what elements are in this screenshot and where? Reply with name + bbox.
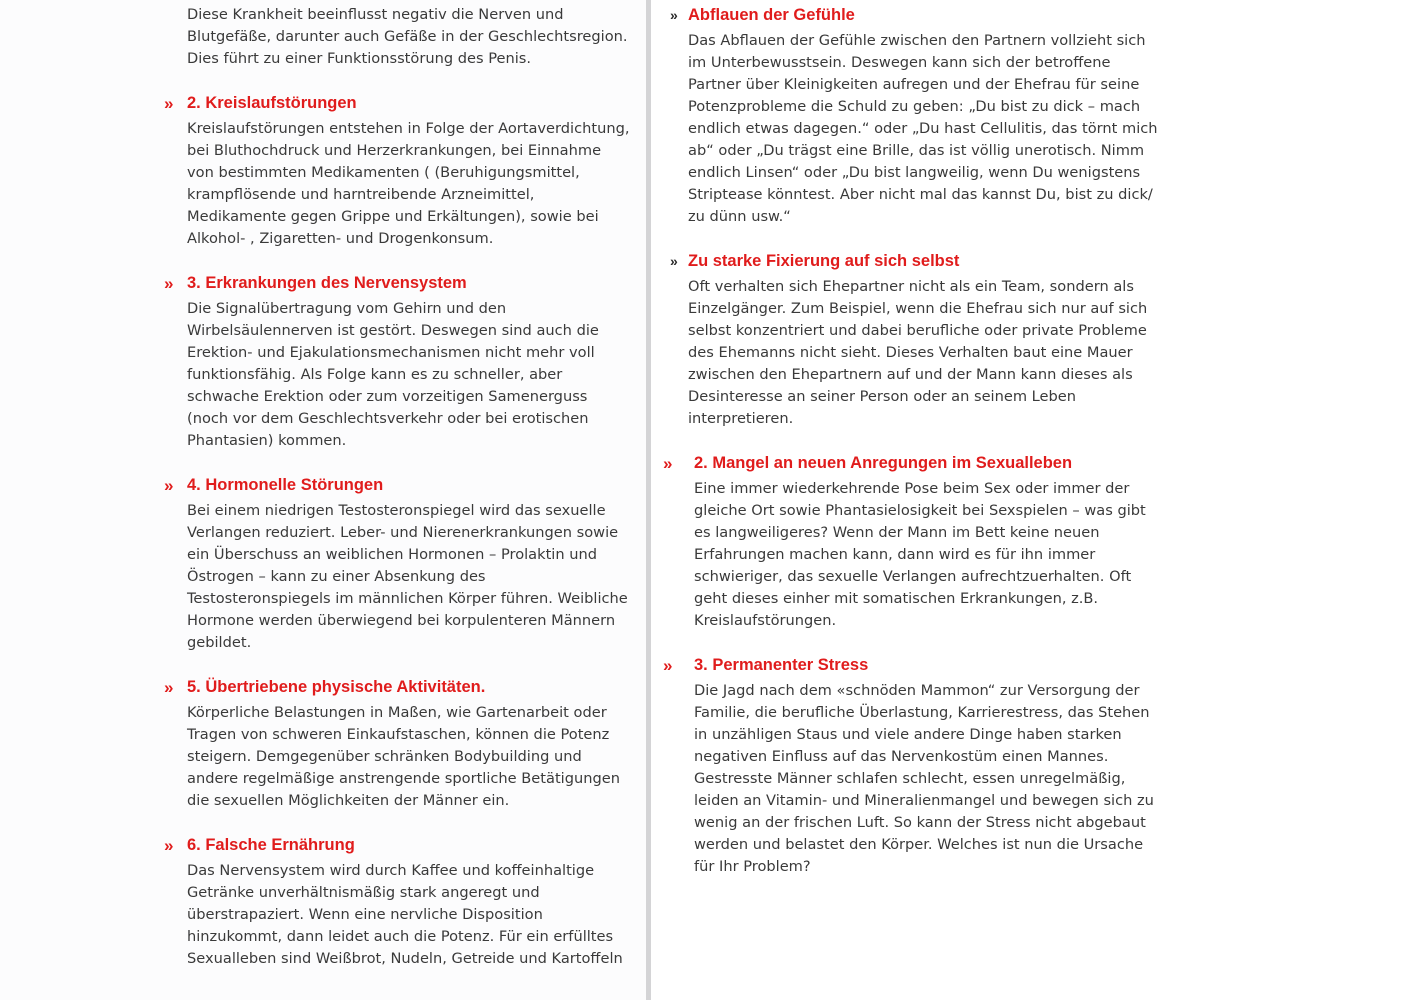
section-ernaehrung — [164, 834, 632, 970]
double-chevron-right-icon: » — [164, 274, 174, 293]
section-text: Eine immer wiederkehrende Pose beim Sex oder immer der gleiche Ort sowie Phantasielosigkeit bei Sexspielen – was gibt es langweiligeres? Wenn der Mann im Bett keine neuen Erfahrungen machen kann, dann wird es für ihn immer schwieriger, das sexuelle Verlangen aufrechtzuerhalten. Oft geht dieses einher mit somatischen Erkrankungen, z.B. Kreislaufstörungen. — [694, 480, 1146, 629]
double-chevron-right-icon: » — [670, 7, 678, 23]
double-chevron-right-icon: » — [164, 678, 174, 697]
section-heading: 4. Hormonelle Störungen — [187, 476, 384, 494]
double-chevron-right-icon: » — [663, 454, 673, 473]
section-stress — [663, 654, 1158, 878]
section-text: Die Jagd nach dem «schnöden Mammon“ zur Versorgung der Familie, die berufliche Überlastung, Karrierestress, das Stehen in unzähligen Staus und viele andere Dinge haben starken negativen Einfluss auf das Nervenkostüm einen Mannes. Gestresste Männer schlafen schlecht, essen unregelmäßig, leiden an Vitamin- und Mineralienmangel und bewegen sich zu wenig an der frischen Luft. So kann der Stress nicht abgebaut werden und belastet den Körper. Welches ist nun die Ursache für Ihr Problem? — [694, 682, 1154, 875]
section-nervensystem — [164, 272, 632, 452]
section-abflauen — [670, 4, 1158, 228]
section-heading: Abflauen der Gefühle — [688, 6, 855, 24]
left-column — [164, 0, 632, 992]
section-heading: 5. Übertriebene physische Aktivitäten. — [187, 678, 486, 696]
section-heading: 3. Erkrankungen des Nervensystem — [187, 274, 467, 292]
section-text: Körperliche Belastungen in Maßen, wie Gartenarbeit oder Tragen von schweren Einkaufstaschen, können die Potenz steigern. Demgegenüber schränken Bodybuilding und andere regelmäßige anstrengende sportliche Betätigungen die sexuellen Möglichkeiten der Männer ein. — [187, 704, 620, 809]
section-fixierung — [670, 250, 1158, 430]
section-text: Diese Krankheit beeinflusst negativ die Nerven und Blutgefäße, darunter auch Gefäße in der Geschlechtsregion. Dies führt zu einer Funktionsstörung des Penis. — [187, 6, 628, 67]
section-hormone — [164, 474, 632, 654]
double-chevron-right-icon: » — [164, 476, 174, 495]
double-chevron-right-icon: » — [670, 253, 678, 269]
section-heading: 2. Kreislaufstörungen — [187, 94, 357, 112]
double-chevron-right-icon: » — [164, 836, 174, 855]
section-heading: 2. Mangel an neuen Anregungen im Sexualleben — [694, 454, 1073, 472]
section-text: Kreislaufstörungen entstehen in Folge der Aortaverdichtung, bei Bluthochdruck und Herzerkrankungen, bei Einnahme von bestimmten Medikamenten ( (Beruhigungsmittel, krampflösende und harntreibende Arzneimittel, Medikamente gegen Grippe und Erkältungen), sowie bei Alkohol- , Zigaretten- und Drogenkonsum. — [187, 120, 630, 247]
section-text: Bei einem niedrigen Testosteronspiegel wird das sexuelle Verlangen reduziert. Leber- und Nierenerkrankungen sowie ein Überschuss an weiblichen Hormonen – Prolaktin und Östrogen – kann zu einer Absenkung des Testosteronspiegels im männlichen Körper führen. Weibliche Hormone werden überwiegend bei korpulenteren Männern gebildet. — [187, 502, 628, 651]
section-text: Das Abflauen der Gefühle zwischen den Partnern vollzieht sich im Unterbewusstsein. Deswegen kann sich der betroffene Partner über Kleinigkeiten aufregen und der Ehefrau für seine Potenzprobleme die Schuld zu geben: „Du bist zu dick – mach endlich etwas dagegen.“ oder „Du hast Cellulitis, das törnt mich ab“ oder „Du trägst eine Brille, das ist völlig unerotisch. Nimm endlich Linsen“ oder „Du bist langweilig, wenn Du wenigstens Striptease könntest. Aber nicht mal das kannst Du, bist zu dick/ zu dünn usw.“ — [688, 32, 1158, 225]
section-diabetes — [187, 0, 632, 70]
section-text: Die Signalübertragung vom Gehirn und den Wirbelsäulennerven ist gestört. Deswegen sind auch die Erektion- und Ejakulationsmechanismen nicht mehr voll funktionsfähig. Als Folge kann es zu schneller, aber schwache Erektion oder zum vorzeitigen Samenerguss (noch vor dem Geschlechtsverkehr oder bei erotischen Phantasien) kommen. — [187, 300, 599, 449]
double-chevron-right-icon: » — [164, 94, 174, 113]
double-chevron-right-icon — [164, 0, 173, 1]
section-heading: 3. Permanenter Stress — [694, 656, 869, 674]
section-anregungen — [663, 452, 1158, 632]
section-heading: 6. Falsche Ernährung — [187, 836, 355, 854]
right-column — [663, 0, 1158, 900]
section-heading: Zu starke Fixierung auf sich selbst — [688, 252, 960, 270]
double-chevron-right-icon — [665, 0, 674, 1]
section-kreislauf — [164, 92, 632, 250]
section-text: Das Nervensystem wird durch Kaffee und koffeinhaltige Getränke unverhältnismäßig stark angeregt und überstrapaziert. Wenn eine nervliche Disposition hinzukommt, dann leidet auch die Potenz. Für ein erfülltes Sexualleben sind Weißbrot, Nudeln, Getreide und Kartoffeln — [187, 862, 623, 967]
section-text: Oft verhalten sich Ehepartner nicht als ein Team, sondern als Einzelgänger. Zum Beispiel, wenn die Ehefrau sich nur auf sich selbst konzentriert und dabei berufliche oder private Probleme des Ehemanns nicht sieht. Dieses Verhalten baut eine Mauer zwischen den Ehepartnern auf und der Mann kann dieses als Desinteresse an seiner Person oder an seinem Leben interpretieren. — [688, 278, 1148, 427]
section-aktivitaeten — [164, 676, 632, 812]
double-chevron-right-icon: » — [663, 656, 673, 675]
